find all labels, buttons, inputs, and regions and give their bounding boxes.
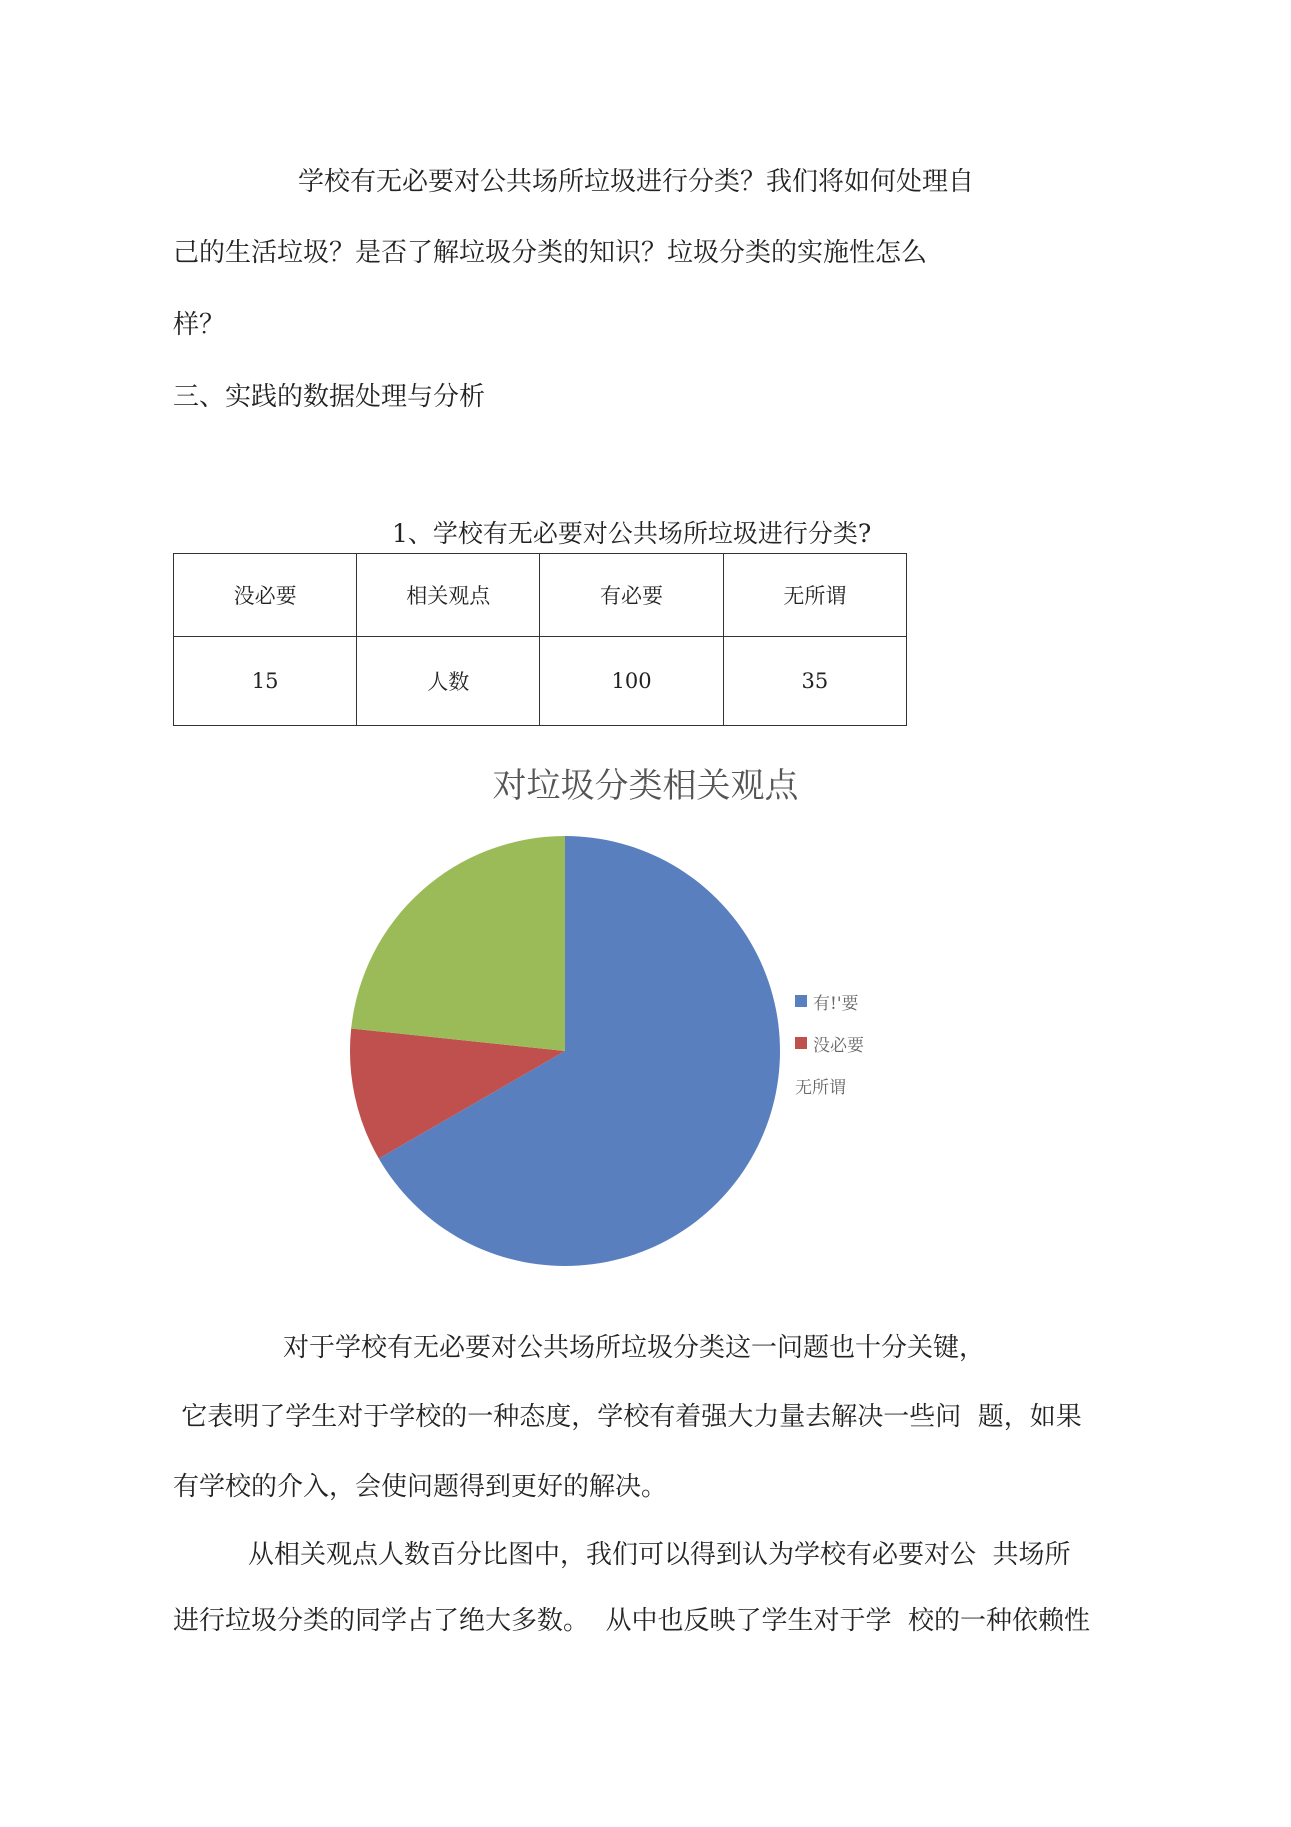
paragraph-2-line-2: 进行垃圾分类的同学占了绝大多数。 从中也反映了学生对于学 校的一种依赖性 [173, 1606, 1091, 1636]
table-header-cell: 有必要 [540, 554, 723, 637]
table-cell: 人数 [357, 637, 540, 726]
paragraph-1-line-2: 它表明了学生对于学校的一种态度，学校有着强大力量去解决一些问 题，如果 [173, 1402, 1082, 1432]
legend-item [795, 1064, 864, 1106]
table-cell: 15 [174, 637, 357, 726]
table-header-cell: 无所谓 [723, 554, 906, 637]
legend-label: 无所谓 [795, 1077, 846, 1098]
pie-chart [340, 826, 790, 1276]
legend-label: 没必要 [813, 1035, 864, 1056]
legend-swatch [795, 995, 807, 1007]
table-cell: 100 [540, 637, 723, 726]
table-header-cell: 相关观点 [357, 554, 540, 637]
intro-line-3: 样？ [173, 310, 226, 340]
legend-label: 有!'要 [813, 993, 859, 1014]
section-heading: 三、实践的数据处理与分析 [173, 382, 486, 412]
table-cell: 35 [723, 637, 906, 726]
chart-legend [795, 980, 864, 1106]
paragraph-1-line-1: 对于学校有无必要对公共场所垃圾分类这一问题也十分关键， [283, 1333, 986, 1363]
pie-slice-2 [351, 836, 565, 1051]
table-header-row [174, 554, 907, 637]
paragraph-2-line-1: 从相关观点人数百分比图中，我们可以得到认为学校有必要对公 共场所 [248, 1540, 1071, 1570]
table-header-cell: 没必要 [174, 554, 357, 637]
table-row [174, 637, 907, 726]
paragraph-1-line-3: 有学校的介入，会使问题得到更好的解决。 [173, 1472, 668, 1502]
legend-item [795, 980, 864, 1022]
table-caption: 1、学校有无必要对公共场所垃圾进行分类? [392, 519, 872, 548]
chart-title: 对垃圾分类相关观点 [492, 766, 799, 806]
intro-line-1: 学校有无必要对公共场所垃圾进行分类？我们将如何处理自 [298, 167, 975, 197]
legend-item [795, 1022, 864, 1064]
survey-table [173, 553, 907, 726]
intro-line-2: 己的生活垃圾？是否了解垃圾分类的知识？垃圾分类的实施性怎么 [173, 238, 928, 268]
legend-swatch [795, 1037, 807, 1049]
